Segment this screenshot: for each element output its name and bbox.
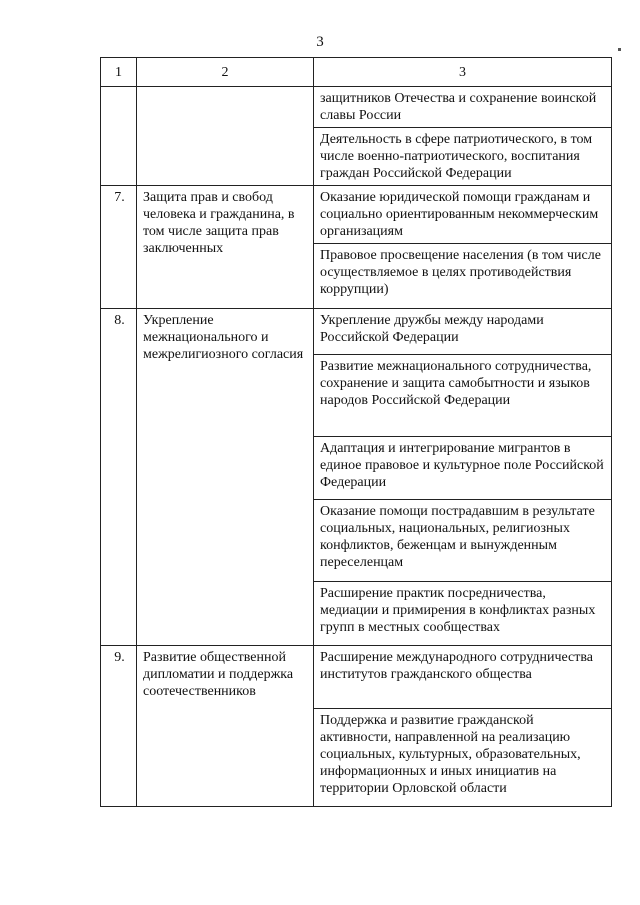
section-number: 9. bbox=[101, 646, 137, 807]
activity-cell: Правовое просвещение населения (в том числе осуществляемое в целях противодействия коррупции) bbox=[314, 244, 612, 309]
header-cell-1: 1 bbox=[101, 58, 137, 87]
table-row bbox=[101, 87, 612, 128]
activity-cell: Адаптация и интегрирование мигрантов в единое правовое и культурное поле Российской Федерации bbox=[314, 437, 612, 500]
activity-cell: Оказание юридической помощи гражданам и социально ориентированным некоммерческим организациям bbox=[314, 186, 612, 244]
activities-table bbox=[100, 57, 612, 807]
activity-cell: Развитие межнационального сотрудничества, сохранение и защита самобытности и языков народов Российской Федерации bbox=[314, 355, 612, 437]
table-header-row bbox=[101, 58, 612, 87]
activity-cell: Поддержка и развитие гражданской активности, направленной на реализацию социальных, культурных, образовательных, информационных и иных инициатив на территории Орловской области bbox=[314, 709, 612, 807]
activity-cell: Укрепление дружбы между народами Российской Федерации bbox=[314, 309, 612, 355]
section-name: Развитие общественной дипломатии и поддержка соотечественников bbox=[137, 646, 314, 807]
activity-cell: Деятельность в сфере патриотического, в том числе военно-патриотического, воспитания граждан Российской Федерации bbox=[314, 128, 612, 186]
section-number: 8. bbox=[101, 309, 137, 646]
section-number: 7. bbox=[101, 186, 137, 309]
activity-cell: Расширение международного сотрудничества институтов гражданского общества bbox=[314, 646, 612, 709]
page-number: 3 bbox=[316, 34, 324, 50]
activity-cell: защитников Отечества и сохранение воинской славы России bbox=[314, 87, 612, 128]
scan-artifact-dot bbox=[618, 48, 621, 51]
activity-cell: Оказание помощи пострадавшим в результате социальных, национальных, религиозных конфликтов, беженцам и вынужденным переселенцам bbox=[314, 500, 612, 582]
table-row bbox=[101, 309, 612, 355]
table-row bbox=[101, 646, 612, 709]
activity-cell: Расширение практик посредничества, медиации и примирения в конфликтах разных групп в местных сообществах bbox=[314, 582, 612, 646]
table-row bbox=[101, 186, 612, 244]
section-name: Защита прав и свобод человека и гражданина, в том числе защита прав заключенных bbox=[137, 186, 314, 309]
name-cell-empty bbox=[137, 87, 314, 186]
section-name: Укрепление межнационального и межрелигиозного согласия bbox=[137, 309, 314, 646]
number-cell-empty bbox=[101, 87, 137, 186]
header-cell-3: 3 bbox=[314, 58, 612, 87]
header-cell-2: 2 bbox=[137, 58, 314, 87]
